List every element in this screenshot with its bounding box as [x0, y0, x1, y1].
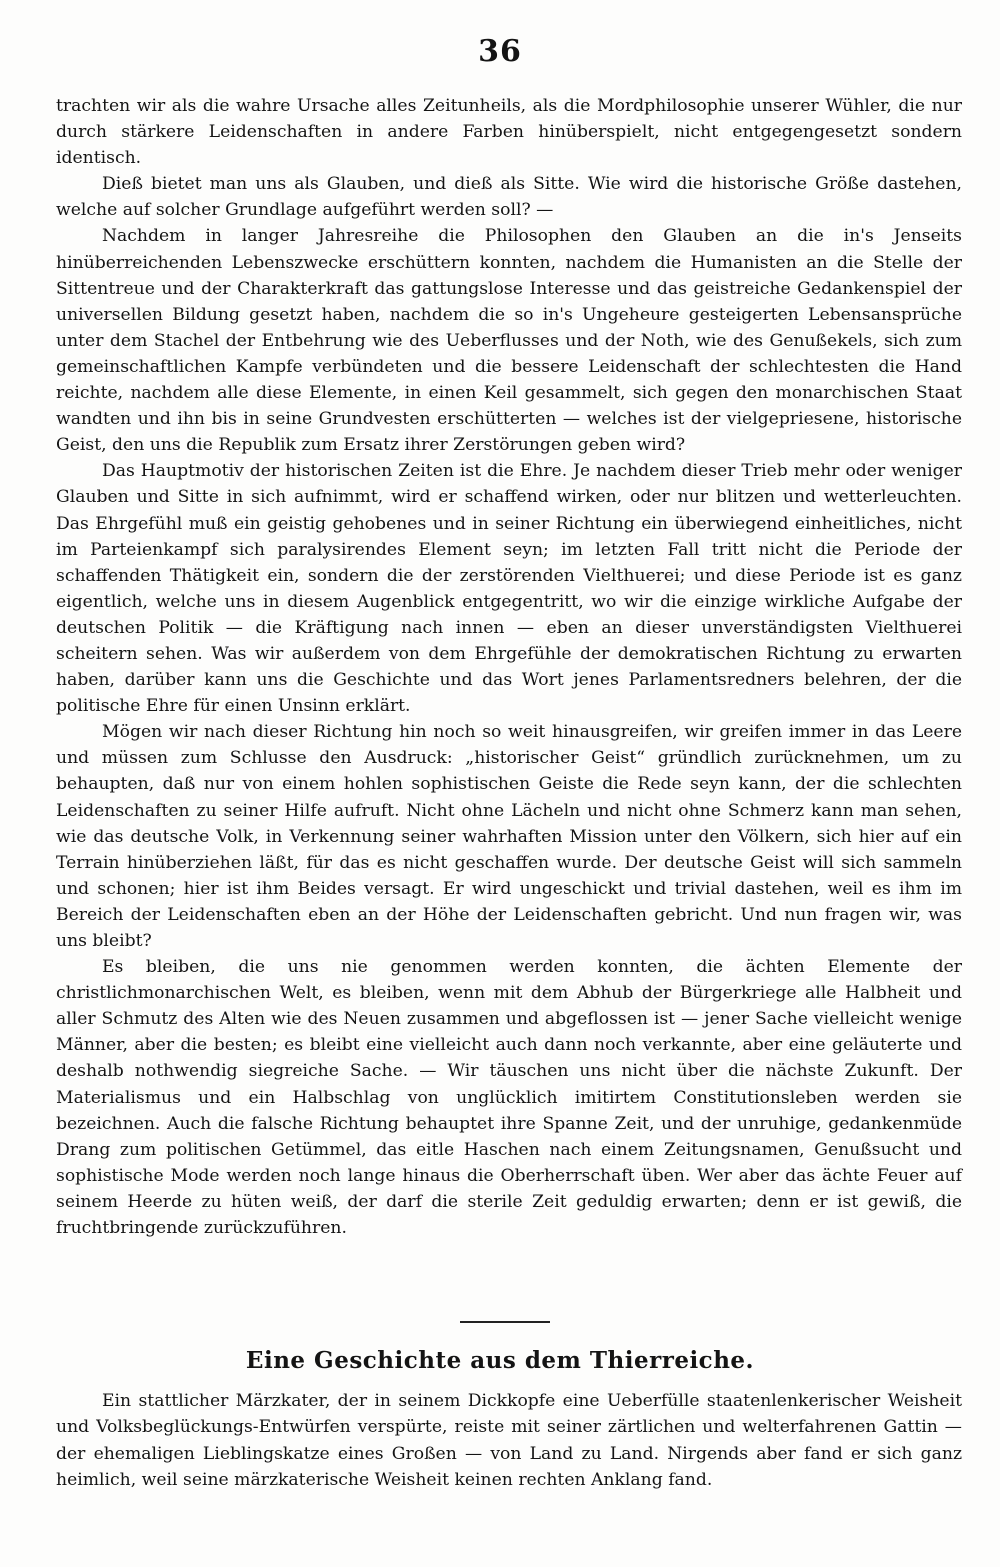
paragraph: Nachdem in langer Jahresreihe die Philosophen den Glauben an die in's Jenseits hinüberreichenden Lebenszwecke erschüttern konnten, nachdem die Humanisten an die Stelle der Sittentreue und der Charakterkraft das gattungslose Interesse und das geistreiche Gedankenspiel der universellen Bildung gesetzt haben, nachdem die so in's Ungeheure gesteigerten Lebensansprüche unter dem Stachel der Entbehrung wie des Ueberflusses und der Noth, wie des Genußekels, sich zum gemeinschaftlichen Kampfe verbündeten und die bessere Leidenschaft der schlechtesten die Hand reichte, nachdem alle diese Elemente, in einen Keil gesammelt, sich gegen den monarchischen Staat wandten und ihn bis in seine Grundvesten erschütterten — welches ist der vielgepriesene, historische Geist, den uns die Republik zum Ersatz ihrer Zerstörungen geben wird? [56, 226, 962, 456]
paragraph: Dieß bietet man uns als Glauben, und dieß als Sitte. Wie wird die historische Größe dastehen, welche auf solcher Grundlage aufgeführt werden soll? — [56, 174, 962, 221]
page-number: 36 [478, 34, 522, 69]
article-body [56, 93, 962, 1241]
paragraph: Es bleiben, die uns nie genommen werden konnten, die ächten Elemente der christlichmonarchischen Welt, es bleiben, wenn mit dem Abhub der Bürgerkriege alle Halbheit und aller Schmutz des Alten wie des Neuen zusammen und abgeflossen ist — jener Sache vielleicht wenige Männer, aber die besten; es bleibt eine vielleicht auch dann noch verkannte, aber eine geläuterte und deshalb nothwendig siegreiche Sache. — Wir täuschen uns nicht über die nächste Zukunft. Der Materialismus und ein Halbschlag von unglücklich imitirtem Constitutionsleben werden sie bezeichnen. Auch die falsche Richtung behauptet ihre Spanne Zeit, und der unruhige, gedankenmüde Drang zum politischen Getümmel, das eitle Haschen nach einem Zeitungsnamen, Genußsucht und sophistische Mode werden noch lange hinaus die Oberherrschaft üben. Wer aber das ächte Feuer auf seinem Heerde zu hüten weiß, der darf die sterile Zeit geduldig erwarten; denn er ist gewiß, die fruchtbringende zurückzuführen. [56, 957, 962, 1239]
paragraph: Ein stattlicher Märzkater, der in seinem Dickkopfe eine Ueberfülle staatenlenkerischer Weisheit und Volksbeglückungs-Entwürfen verspürte, reiste mit seiner zärtlichen und welterfahrenen Gattin — der ehemaligen Lieblingskatze eines Großen — von Land zu Land. Nirgends aber fand er sich ganz heimlich, weil seine märzkaterische Weisheit keinen rechten Anklang fand. [56, 1391, 962, 1491]
section-divider [460, 1321, 550, 1323]
story-body [56, 1388, 962, 1494]
paragraph: trachten wir als die wahre Ursache alles Zeitunheils, als die Mordphilosophie unserer Wühler, die nur durch stärkere Leidenschaften in andere Farben hinüberspielt, nicht entgegengesetzt sondern identisch. [56, 96, 962, 169]
paragraph: Mögen wir nach dieser Richtung hin noch so weit hinausgreifen, wir greifen immer in das Leere und müssen zum Schlusse den Ausdruck: „historischer Geist“ gründlich zurücknehmen, um zu behaupten, daß nur von einem hohlen sophistischen Geiste die Rede seyn kann, der die schlechten Leidenschaften zu seiner Hilfe aufruft. Nicht ohne Lächeln und nicht ohne Schmerz kann man sehen, wie das deutsche Volk, in Verkennung seiner wahrhaften Mission unter den Völkern, sich hier auf ein Terrain hinüberziehen läßt, für das es nicht geschaffen wurde. Der deutsche Geist will sich sammeln und schonen; hier ist ihm Beides versagt. Er wird ungeschickt und trivial dastehen, weil es ihm im Bereich der Leidenschaften eben an der Höhe der Leidenschaften gebricht. Und nun fragen wir, was uns bleibt? [56, 722, 962, 951]
paragraph: Das Hauptmotiv der historischen Zeiten ist die Ehre. Je nachdem dieser Trieb mehr oder weniger Glauben und Sitte in sich aufnimmt, wird er schaffend wirken, oder nur blitzen und wetterleuchten. Das Ehrgefühl muß ein geistig gehobenes und in seiner Richtung ein überwiegend einheitliches, nicht im Parteienkampf sich paralysirendes Element seyn; im letzten Fall tritt nicht die Periode der schaffenden Thätigkeit ein, sondern die der zerstörenden Vielthuerei; und diese Periode ist es ganz eigentlich, welche uns in diesem Augenblick entgegentritt, wo wir die einzige wirkliche Aufgabe der deutschen Politik — die Kräftigung nach innen — eben an dieser unverständigsten Vielthuerei scheitern sehen. Was wir außerdem von dem Ehrgefühle der demokratischen Richtung zu erwarten haben, darüber kann uns die Geschichte und das Wort jenes Parlamentsredners belehren, der die politische Ehre für einen Unsinn erklärt. [56, 461, 962, 717]
story-title: Eine Geschichte aus dem Thierreiche. [245, 1347, 755, 1374]
